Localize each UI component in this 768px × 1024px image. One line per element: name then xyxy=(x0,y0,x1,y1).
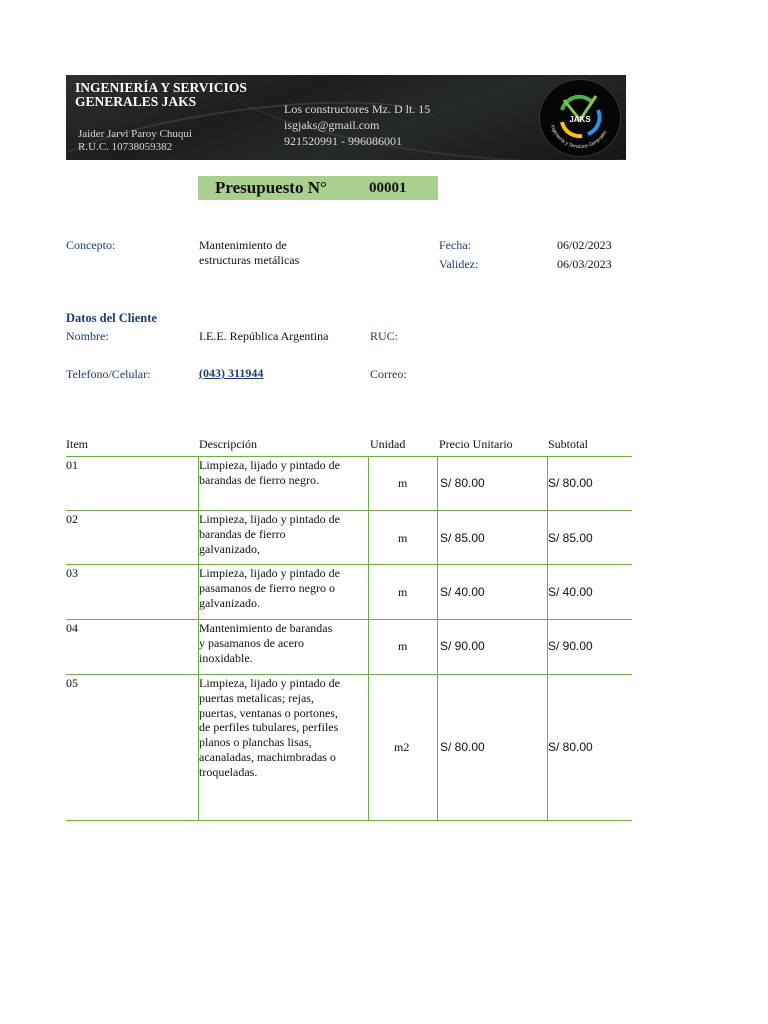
desc-line: Limpieza, lijado y pintado de xyxy=(199,676,340,690)
desc-line: barandas de fierro negro. xyxy=(199,472,319,487)
header-unit: Unidad xyxy=(370,437,406,451)
table-col-rule xyxy=(437,456,438,821)
row-2-description xyxy=(199,512,340,556)
row-1-item: 01 xyxy=(66,458,78,472)
desc-line: galvanizado. xyxy=(199,595,260,610)
desc-line: barandas de fierro xyxy=(199,526,286,541)
company-name: INGENIERÍA Y SERVICIOS GENERALES JAKS xyxy=(75,80,247,109)
logo-icon xyxy=(540,80,620,156)
client-email-label: Correo: xyxy=(370,367,407,381)
desc-line: inoxidable. xyxy=(199,650,253,665)
row-5-description xyxy=(199,676,340,780)
row-4-item: 04 xyxy=(66,621,78,635)
concept-label: Concepto: xyxy=(66,238,116,252)
desc-line: troqueladas. xyxy=(199,764,258,779)
desc-line: Mantenimiento de barandas xyxy=(199,621,333,635)
row-1-description xyxy=(199,458,340,488)
row-2-subtotal: S/ 85.00 xyxy=(548,531,593,545)
concept-value xyxy=(199,238,299,268)
header-item: Item xyxy=(66,437,88,451)
client-section-title: Datos del Cliente xyxy=(66,311,157,325)
row-5-price: S/ 80.00 xyxy=(440,740,485,754)
row-1-unit: m xyxy=(398,476,408,490)
logo-text: JAKS xyxy=(569,115,591,124)
address-text: Los constructores Mz. D lt. 15 xyxy=(284,102,431,116)
quote-number: 00001 xyxy=(369,180,407,196)
row-5-subtotal: S/ 80.00 xyxy=(548,740,593,754)
desc-line: Limpieza, lijado y pintado de xyxy=(199,566,340,580)
row-3-price: S/ 40.00 xyxy=(440,585,485,599)
company-logo xyxy=(540,80,620,156)
header-banner xyxy=(66,75,626,160)
contact-info xyxy=(284,101,430,149)
row-1-subtotal: S/ 80.00 xyxy=(548,476,593,490)
header-unit-price: Precio Unitario xyxy=(439,437,513,451)
desc-line: planos o planchas lisas, xyxy=(199,735,312,750)
row-2-price: S/ 85.00 xyxy=(440,531,485,545)
owner-info xyxy=(78,128,192,154)
client-name-label: Nombre: xyxy=(66,329,109,343)
row-4-subtotal: S/ 90.00 xyxy=(548,639,593,653)
client-phone-label: Telefono/Celular: xyxy=(66,367,151,381)
row-3-unit: m xyxy=(398,585,408,599)
table-col-rule xyxy=(368,456,369,821)
quote-title: Presupuesto N° xyxy=(215,178,327,197)
row-3-item: 03 xyxy=(66,566,78,580)
quote-title-box xyxy=(198,176,438,200)
row-5-unit: m2 xyxy=(394,740,410,754)
row-4-description xyxy=(199,621,332,665)
logo-ring-text: Ingeniería y Servicios Generales xyxy=(548,124,609,151)
validity-label: Validez: xyxy=(439,257,479,271)
desc-line: puertas metalicas; rejas, xyxy=(199,690,314,705)
desc-line: Limpieza, lijado y pintado de xyxy=(199,512,340,526)
desc-line: y pasamanos de acero xyxy=(199,635,304,650)
desc-line: acanaladas, machimbradas o xyxy=(199,749,336,764)
row-3-subtotal: S/ 40.00 xyxy=(548,585,593,599)
desc-line: puertas, ventanas o portones, xyxy=(199,705,338,720)
header-subtotal: Subtotal xyxy=(548,437,589,451)
client-phone-link[interactable]: (043) 311944 xyxy=(199,366,264,380)
row-4-unit: m xyxy=(398,639,408,653)
desc-line: galvanizado, xyxy=(199,541,260,556)
row-3-description xyxy=(199,566,340,610)
row-2-unit: m xyxy=(398,531,408,545)
row-2-item: 02 xyxy=(66,512,78,526)
concept-line-2: estructuras metálicas xyxy=(199,253,300,267)
phones-text: 921520991 - 996086001 xyxy=(284,134,402,148)
desc-line: Limpieza, lijado y pintado de xyxy=(199,458,340,472)
owner-name: Jaider Jarvi Paroy Chuqui xyxy=(78,128,192,140)
client-ruc-label: RUC: xyxy=(370,329,399,343)
date-label: Fecha: xyxy=(439,238,471,252)
row-5-item: 05 xyxy=(66,676,78,690)
row-4-price: S/ 90.00 xyxy=(440,639,485,653)
owner-ruc: R.U.C. 10738059382 xyxy=(78,141,173,153)
desc-line: pasamanos de fierro negro o xyxy=(199,580,335,595)
email-text: isgjaks@gmail.com xyxy=(284,118,380,132)
date-value: 06/02/2023 xyxy=(557,238,612,252)
desc-line: de perfiles tubulares, perfiles xyxy=(199,720,339,735)
client-name-value: I.E.E. República Argentina xyxy=(199,329,329,343)
validity-value: 06/03/2023 xyxy=(557,257,612,271)
row-1-price: S/ 80.00 xyxy=(440,476,485,490)
items-table xyxy=(66,437,632,827)
concept-line-1: Mantenimiento de xyxy=(199,238,287,252)
header-description: Descripción xyxy=(199,437,257,451)
